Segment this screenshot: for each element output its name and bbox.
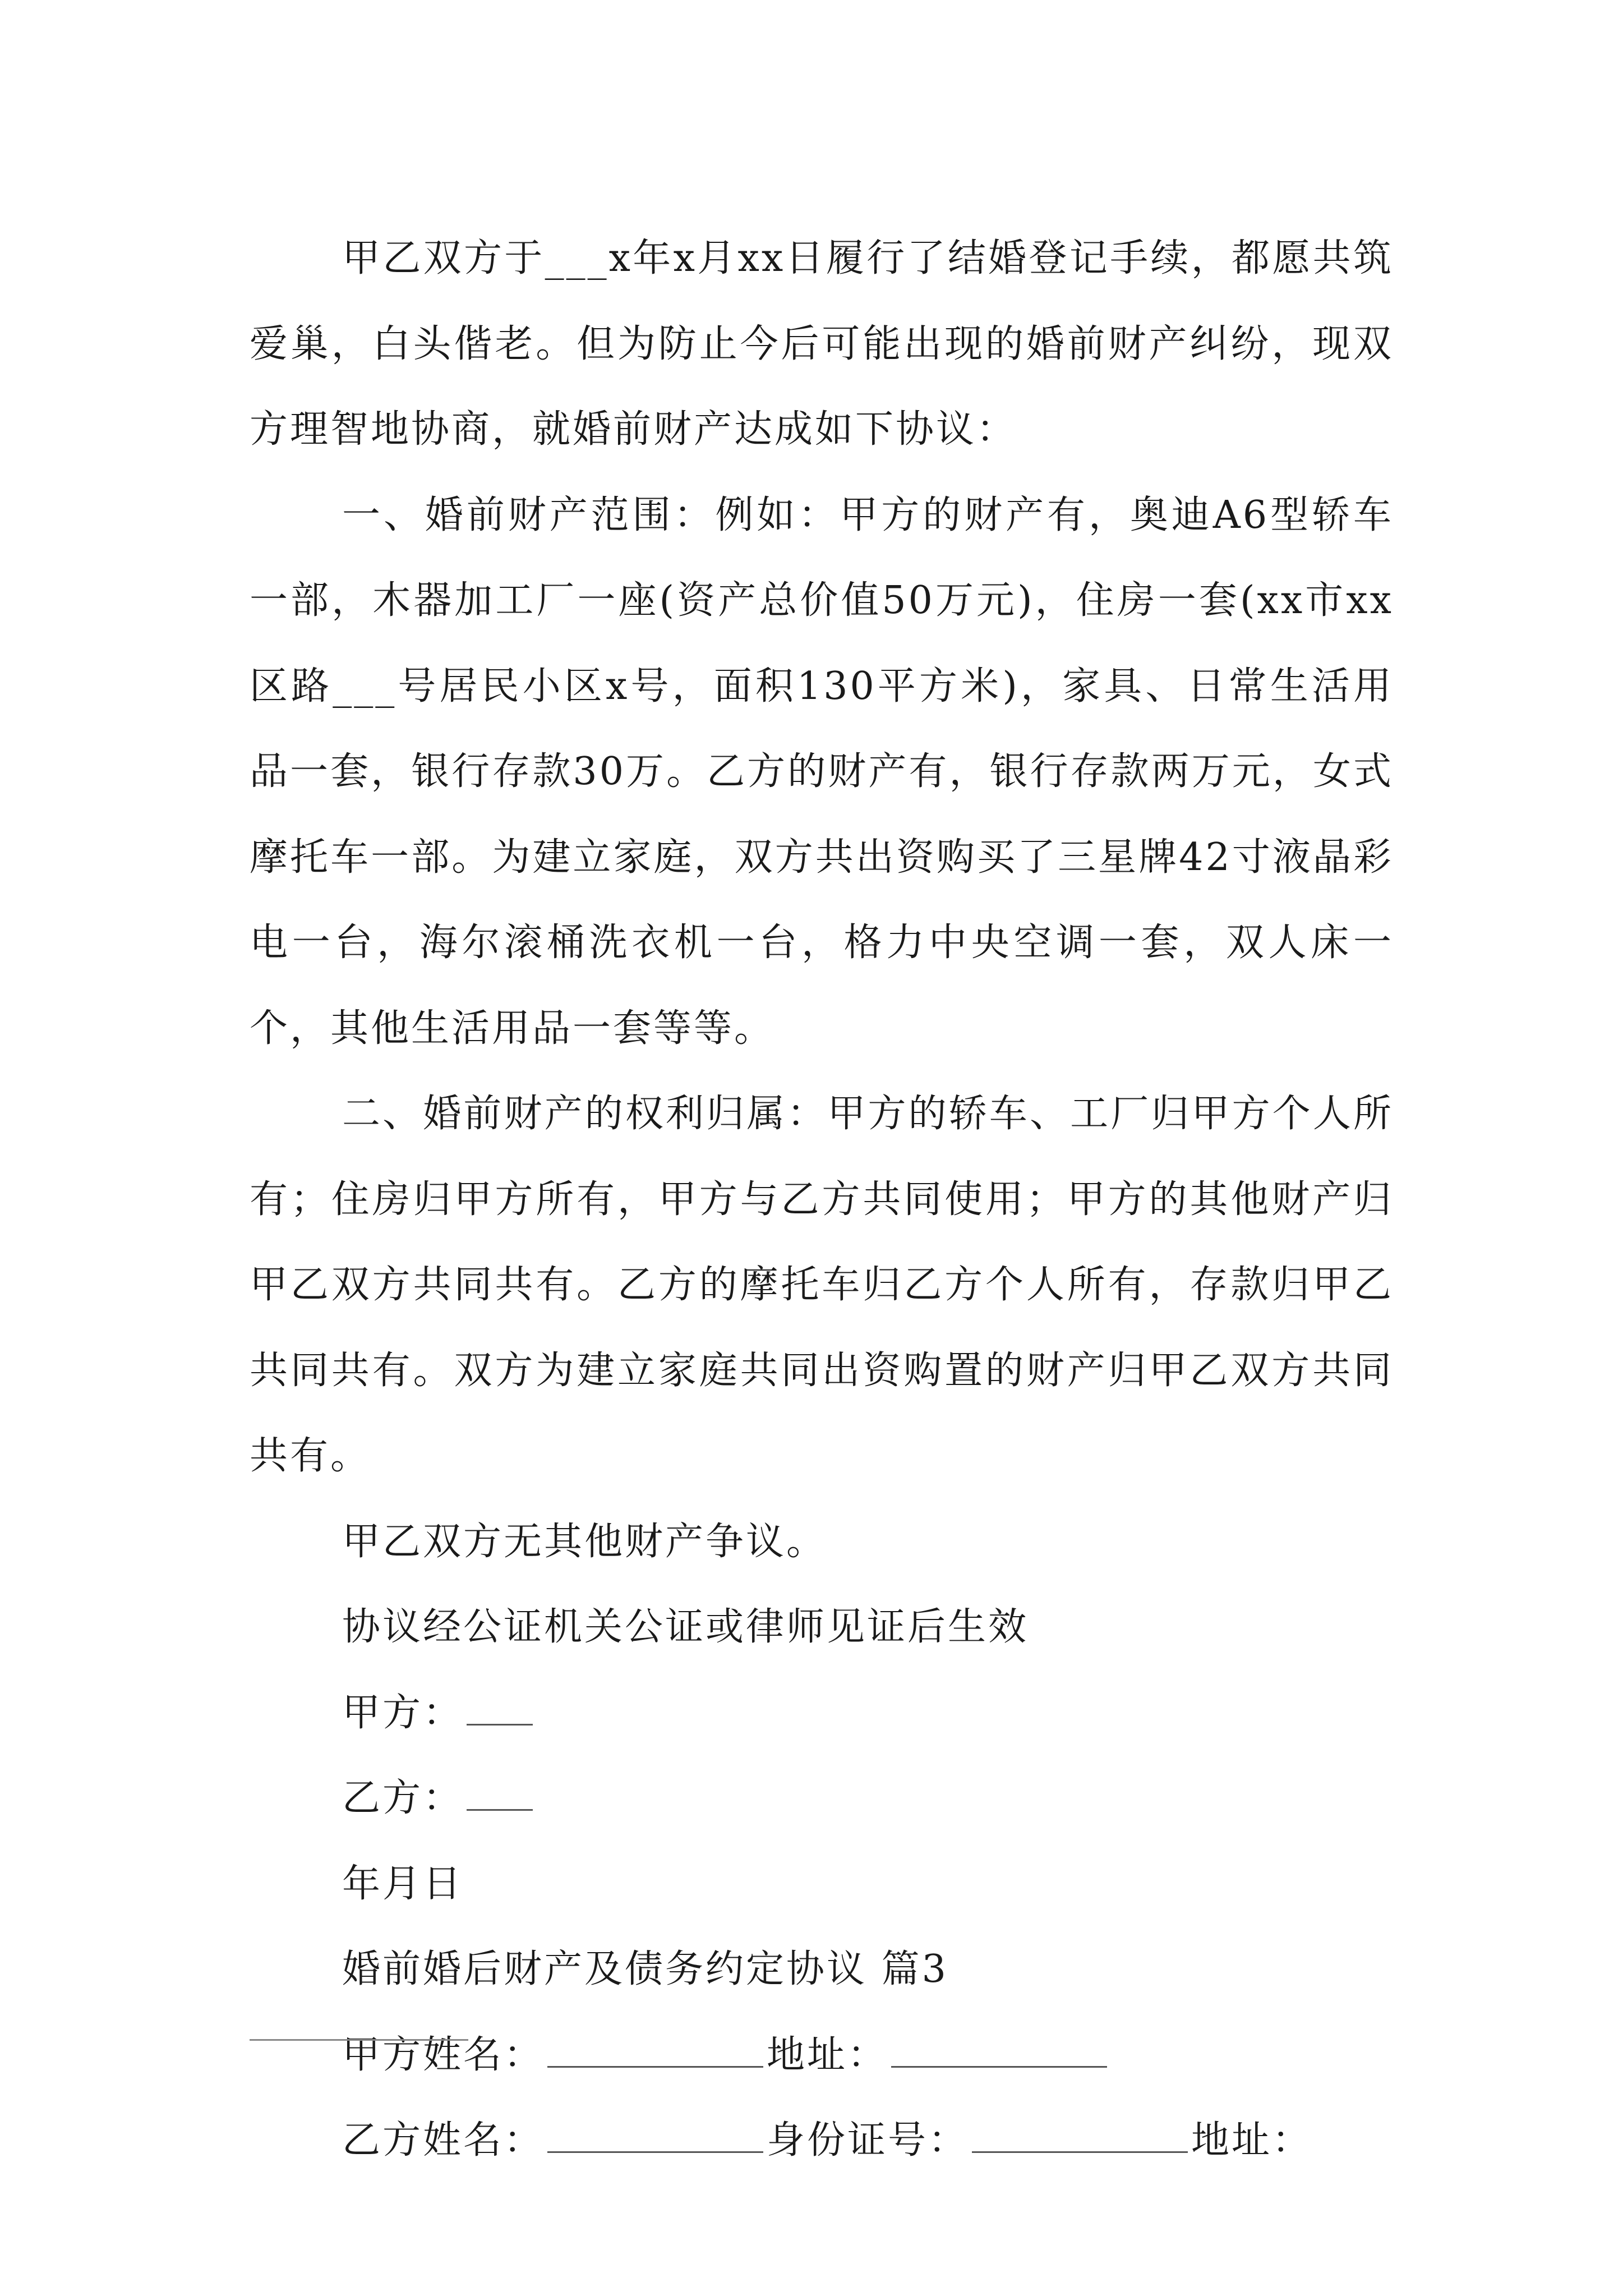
party-b-id-label: 身份证号：: [767, 2118, 969, 2162]
party-b-info-line: [250, 2098, 1394, 2184]
party-a-name-blank: [547, 2030, 763, 2068]
party-a-label: 甲方：: [342, 1690, 464, 1735]
party-b-name-blank: [547, 2115, 763, 2153]
clause-1-property-scope: 一、婚前财产范围：例如：甲方的财产有，奥迪A6型轿车一部，木器加工厂一座(资产总价值50万元)，住房一套(xx市xx区路___号居民小区x号，面积130平方米)，家具、日常生活用品一套，银行存款30万。乙方的财产有，银行存款两万元，女式摩托车一部。为建立家庭，双方共出资购买了三星牌42寸液晶彩电一台，海尔滚桶洗衣机一台，格力中央空调一套，双人床一个，其他生活用品一套等等。: [250, 493, 1394, 1051]
party-b-id-blank: [972, 2115, 1188, 2153]
party-b-label: 乙方：: [342, 1776, 464, 1820]
effective-clause: 协议经公证机关公证或律师见证后生效: [342, 1605, 1029, 1649]
party-b-address-blank-continued: [250, 2039, 468, 2041]
clause-2-ownership: 二、婚前财产的权利归属：甲方的轿车、工厂归甲方个人所有；住房归甲方所有，甲方与乙方共同使用；甲方的其他财产归甲乙双方共同共有。乙方的摩托车归乙方个人所有，存款归甲乙共同共有。双方为建立家庭共同出资购置的财产归甲乙双方共同共有。: [250, 1092, 1394, 1478]
no-dispute-statement: 甲乙双方无其他财产争议。: [342, 1519, 827, 1564]
date-line: 年月日: [342, 1861, 464, 1906]
party-a-address-label: 地址：: [767, 2032, 888, 2077]
intro-paragraph: 甲乙双方于___x年x月xx日履行了结婚登记手续，都愿共筑爱巢，白头偕老。但为防止今后可能出现的婚前财产纠纷，现双方理智地协商，就婚前财产达成如下协议：: [250, 236, 1394, 452]
party-a-name-label: 甲方姓名：: [342, 2032, 545, 2077]
party-b-address-label: 地址：: [1191, 2118, 1313, 2162]
party-a-signature-line: [250, 1671, 1394, 1756]
document-body: [250, 216, 1394, 2184]
party-b-name-label: 乙方姓名：: [342, 2118, 545, 2162]
section-title: 婚前婚后财产及债务约定协议 篇3: [342, 1947, 948, 1991]
party-b-signature-line: [250, 1756, 1394, 1842]
party-a-address-blank: [891, 2030, 1107, 2068]
party-a-info-line: [250, 2013, 1394, 2099]
party-a-blank: [467, 1687, 533, 1726]
party-b-blank: [467, 1773, 533, 1811]
